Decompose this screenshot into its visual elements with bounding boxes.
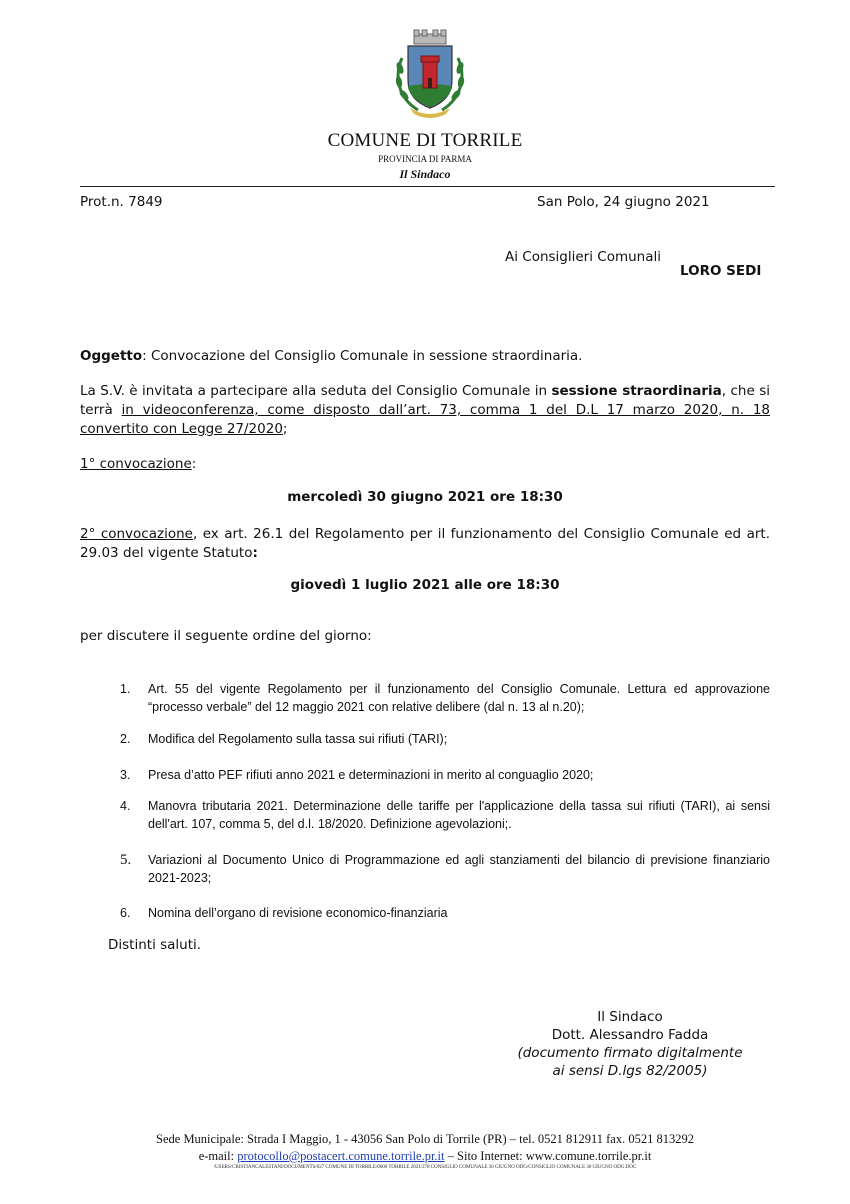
agenda-item-text: Modifica del Regolamento sulla tassa sui rifiuti (TARI); bbox=[148, 732, 448, 746]
agenda-item-number: 3. bbox=[120, 768, 131, 782]
signature-legal-note: ai sensi D.lgs 82/2005) bbox=[552, 1063, 708, 1079]
first-convocation-label bbox=[80, 456, 196, 472]
agenda-item-text: Variazioni al Documento Unico di Programmazione ed agli stanziamenti del bilancio di previsione finanziario 2021-2023; bbox=[148, 853, 770, 885]
first-convocation-colon: : bbox=[191, 456, 197, 472]
invitation-paragraph bbox=[80, 382, 770, 439]
agenda-item-text: Manovra tributaria 2021. Determinazione delle tariffe per l'applicazione della tassa sui rifiuti (TARI), ai sensi dell'art. 107, comma 5, del d.l. 18/2020. Definizione agevolazioni;. bbox=[148, 799, 770, 831]
footer-file-path: /USERS/CRISTIANCALESTANI/DOCUMENTS/027 COMUNE DI TORRILE/0000 TORRILE 2021/278 CONSIGLIO COMUNALE 30 GIUGNO ODG/CONSIGLIO COMUNALE 30 GIUGNO ODG.DOC bbox=[213, 1164, 637, 1170]
second-convocation-text: , ex art. 26.1 del Regolamento per il funzionamento del Consiglio Comunale ed art. 29.03 del vigente Statuto bbox=[80, 526, 770, 561]
agenda-item-number: 1. bbox=[120, 682, 131, 696]
footer-email-link[interactable]: protocollo@postacert.comune.torrile.pr.it bbox=[237, 1149, 445, 1163]
subject-label: Oggetto bbox=[80, 348, 143, 364]
municipality-name: COMUNE DI TORRILE bbox=[327, 130, 523, 151]
agenda-item-text: Nomina dell’organo di revisione economico-finanziaria bbox=[148, 906, 448, 920]
agenda-item-number: 2. bbox=[120, 732, 131, 746]
session-type: sessione straordinaria bbox=[551, 383, 722, 399]
footer-contacts bbox=[0, 1149, 850, 1164]
agenda-item-number: 5. bbox=[120, 852, 132, 868]
place-date: San Polo, 24 giugno 2021 bbox=[537, 194, 710, 210]
footer-email-label: e-mail: bbox=[198, 1149, 238, 1163]
second-convocation-date: giovedì 1 luglio 2021 alle ore 18:30 bbox=[290, 577, 560, 593]
agenda-item-number: 6. bbox=[120, 906, 131, 920]
signature-title: Il Sindaco bbox=[597, 1009, 663, 1025]
first-convocation-title: 1° convocazione bbox=[80, 456, 192, 472]
recipients-line: Ai Consiglieri Comunali bbox=[505, 249, 661, 265]
header-divider bbox=[80, 186, 775, 187]
agenda-item-text: Art. 55 del vigente Regolamento per il funzionamento del Consiglio Comunale. Lettura ed approvazione “processo verbale” del 12 maggio 2021 con relative delibere (dal n. 13 al n.20); bbox=[148, 682, 770, 714]
agenda-item-number: 4. bbox=[120, 799, 131, 813]
signature-name: Dott. Alessandro Fadda bbox=[551, 1027, 709, 1043]
second-convocation-title: 2° convocazione bbox=[80, 526, 193, 542]
second-convocation-paragraph bbox=[80, 525, 770, 563]
subject-text: : Convocazione del Consiglio Comunale in sessione straordinaria. bbox=[142, 348, 583, 364]
legal-reference: in videoconferenza, come disposto dall’art. 73, comma 1 del D.L 17 marzo 2020, n. 18 convertito con Legge 27/2020 bbox=[80, 402, 771, 437]
closing-greeting: Distinti saluti. bbox=[108, 937, 202, 953]
agenda-item-text: Presa d’atto PEF rifiuti anno 2021 e determinazioni in merito al conguaglio 2020; bbox=[148, 768, 594, 782]
footer-address: Sede Municipale: Strada I Maggio, 1 - 43056 San Polo di Torrile (PR) – tel. 0521 812911 fax. 0521 813292 bbox=[156, 1132, 694, 1146]
header-mayor-title: Il Sindaco bbox=[399, 167, 451, 181]
protocol-number: Prot.n. 7849 bbox=[80, 194, 163, 210]
recipients-block bbox=[505, 247, 661, 267]
subject-line bbox=[80, 348, 582, 364]
agenda-intro: per discutere il seguente ordine del giorno: bbox=[80, 628, 372, 644]
coat-of-arms-icon bbox=[392, 28, 468, 120]
recipients-loro-sedi: LORO SEDI bbox=[680, 263, 762, 279]
invitation-text-c: , che si terrà bbox=[80, 383, 770, 418]
second-convocation-colon: : bbox=[252, 545, 258, 561]
invitation-text-e: ; bbox=[282, 421, 288, 437]
first-convocation-date: mercoledì 30 giugno 2021 ore 18:30 bbox=[287, 489, 563, 505]
signature-block bbox=[500, 1008, 760, 1080]
footer-website: – Sito Internet: www.comune.torrile.pr.it bbox=[444, 1149, 652, 1163]
signature-digital-note: (documento firmato digitalmente bbox=[517, 1045, 743, 1061]
invitation-text-a: La S.V. è invitata a partecipare alla seduta del Consiglio Comunale in bbox=[80, 383, 552, 399]
province-name: PROVINCIA DI PARMA bbox=[378, 154, 472, 164]
